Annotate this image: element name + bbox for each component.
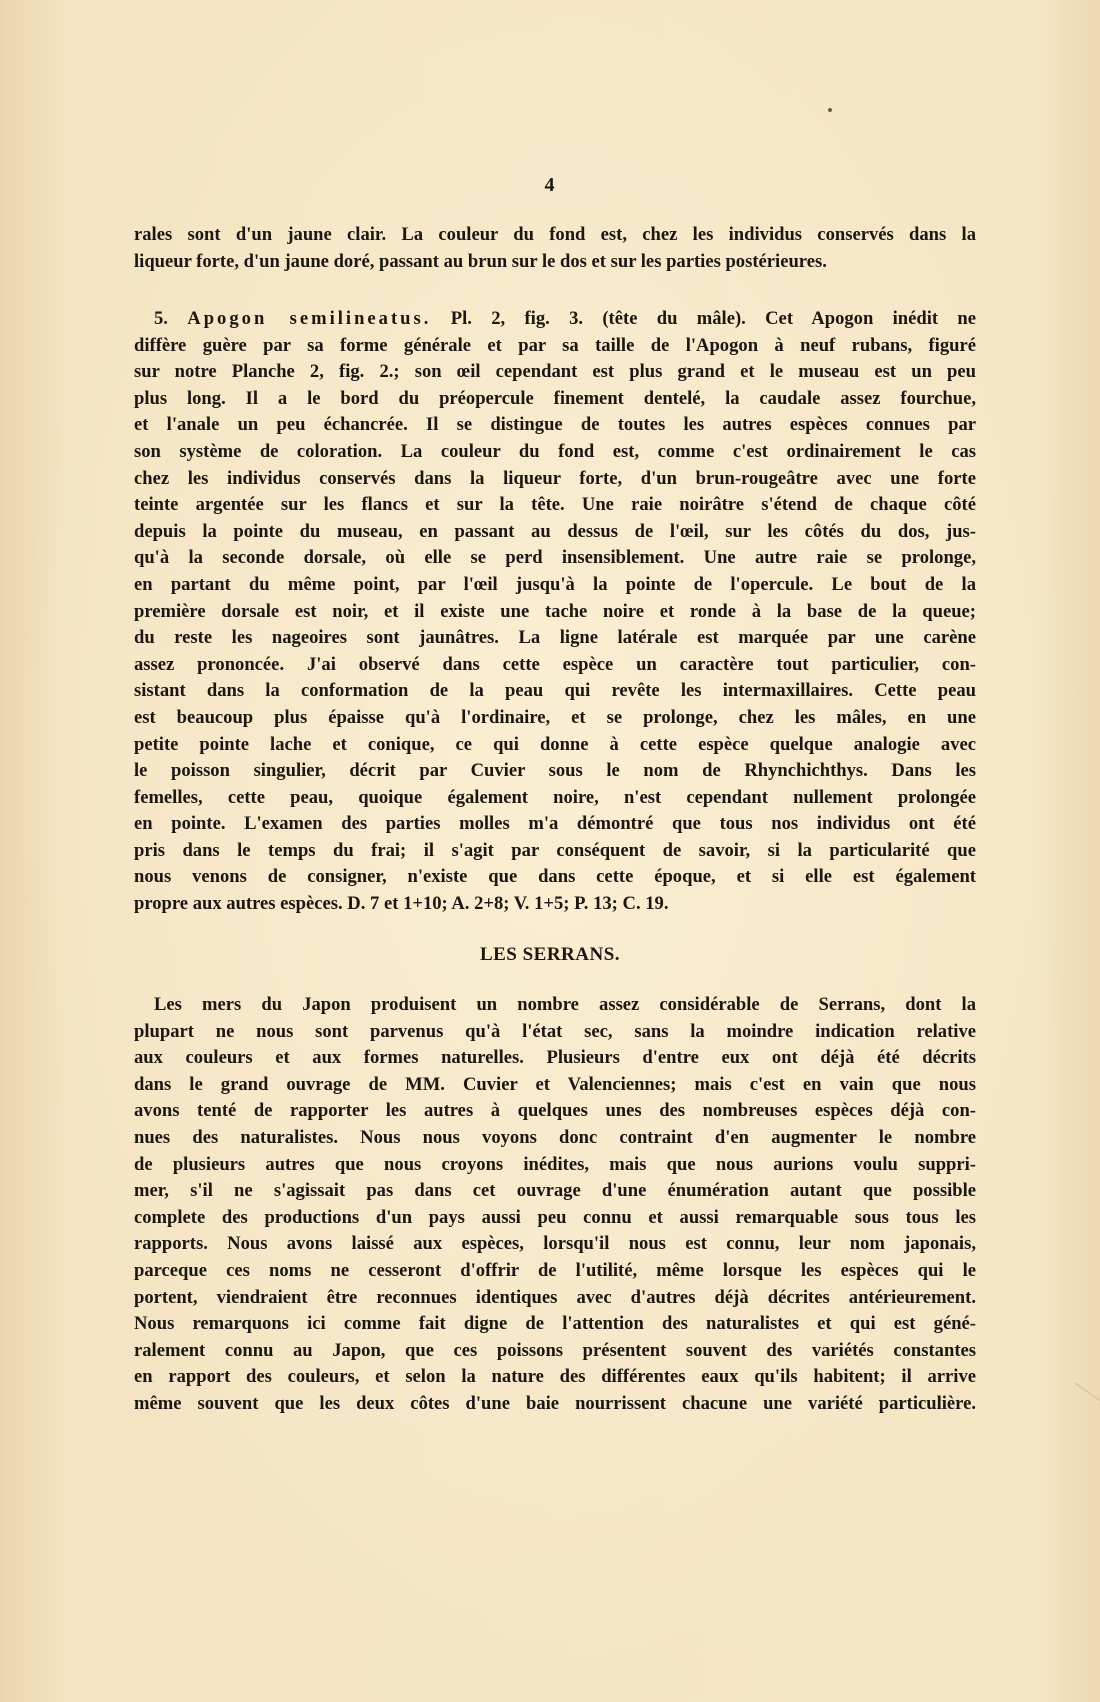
text-line: femelles, cette peau, quoique également noire, n'est cependant nullement prolongée bbox=[134, 786, 976, 808]
text-line: en pointe. L'examen des parties molles m'a démontré que tous nos individus ont été bbox=[134, 813, 976, 835]
species-name: Apogon semilineatus. bbox=[187, 308, 432, 329]
text-line: en rapport des couleurs, et selon la nature des différentes eaux qu'ils habitent; il arrive bbox=[134, 1366, 976, 1388]
text-line: en partant du même point, par l'œil jusqu'à la pointe de l'opercule. Le bout de la bbox=[134, 573, 976, 595]
text-line: son système de coloration. La couleur du fond est, comme c'est ordinairement le cas bbox=[134, 440, 976, 462]
text-line: le poisson singulier, décrit par Cuvier sous le nom de Rhynchichthys. Dans les bbox=[134, 760, 976, 782]
text-line: rales sont d'un jaune clair. La couleur du fond est, chez les individus conservés dans la bbox=[134, 224, 976, 245]
entry-number: 5. bbox=[154, 308, 168, 329]
text-line: sistant dans la conformation de la peau qui revête les intermaxillaires. Cette peau bbox=[134, 680, 976, 702]
text-line: pris dans le temps du frai; il s'agit par conséquent de savoir, si la particularité que bbox=[134, 839, 976, 861]
text-line: ralement connu au Japon, que ces poissons présentent souvent des variétés constantes bbox=[134, 1339, 976, 1361]
text-line: est beaucoup plus épaisse qu'à l'ordinaire, et se prolonge, chez les mâles, en une bbox=[134, 706, 976, 728]
text-line: sur notre Planche 2, fig. 2.; son œil cependant est plus grand et le museau est un peu bbox=[134, 361, 976, 383]
page-number: 4 bbox=[544, 174, 556, 196]
entry-first-line bbox=[134, 306, 976, 333]
text-line: portent, viendraient être reconnues identiques avec d'autres déjà décrites antérieurement. bbox=[134, 1286, 976, 1308]
text-line: nous venons de consigner, n'existe que dans cette époque, et si elle est également bbox=[134, 866, 976, 888]
text-line: teinte argentée sur les flancs et sur la tête. Une raie noirâtre s'étend de chaque côté bbox=[134, 494, 976, 516]
continuation-paragraph bbox=[134, 222, 976, 275]
text-line: dans le grand ouvrage de MM. Cuvier et Valenciennes; mais c'est en vain que nous bbox=[134, 1073, 976, 1095]
text-line: chez les individus conservés dans la liqueur forte, d'un brun-rougeâtre avec une forte bbox=[134, 467, 976, 489]
text-line: même souvent que les deux côtes d'une baie nourrissent chacune une variété particulière. bbox=[134, 1392, 976, 1414]
text-line: assez prononcée. J'ai observé dans cette espèce un caractère tout particulier, con- bbox=[134, 653, 976, 675]
text-line: nues des naturalistes. Nous nous voyons donc contraint d'en augmenter le nombre bbox=[134, 1126, 976, 1148]
apogon-entry-paragraph bbox=[134, 306, 976, 918]
text-line: depuis la pointe du museau, en passant au dessus de l'œil, sur les côtés du dos, jus- bbox=[134, 520, 976, 542]
entry-first-line-rest: Pl. 2, fig. 3. (tête du mâle). Cet Apogon inédit ne bbox=[450, 308, 976, 329]
section-heading: LES SERRANS. bbox=[479, 944, 621, 965]
text-line: propre aux autres espèces. D. 7 et 1+10; A. 2+8; V. 1+5; P. 13; C. 19. bbox=[134, 893, 669, 915]
ink-speck bbox=[828, 108, 832, 112]
text-line: plus long. Il a le bord du préopercule finement dentelé, la caudale assez fourchue, bbox=[134, 387, 976, 409]
text-line: liqueur forte, d'un jaune doré, passant au brun sur le dos et sur les parties postérieures. bbox=[134, 250, 827, 272]
text-line: Les mers du Japon produisent un nombre assez considérable de Serrans, dont la bbox=[154, 994, 976, 1015]
text-line: plupart ne nous sont parvenus qu'à l'état sec, sans la moindre indication relative bbox=[134, 1020, 976, 1042]
serrans-paragraph bbox=[134, 992, 976, 1418]
text-line: et l'anale un peu échancrée. Il se distingue de toutes les autres espèces connues par bbox=[134, 414, 976, 436]
text-line: qu'à la seconde dorsale, où elle se perd insensiblement. Une autre raie se prolonge, bbox=[134, 547, 976, 569]
text-line: de plusieurs autres que nous croyons inédites, mais que nous aurions voulu suppri- bbox=[134, 1153, 976, 1175]
text-line: complete des productions d'un pays aussi peu connu et aussi remarquable sous tous les bbox=[134, 1206, 976, 1228]
text-line: première dorsale est noir, et il existe une tache noire et ronde à la base de la queue; bbox=[134, 600, 976, 622]
text-line: rapports. Nous avons laissé aux espèces, lorsqu'il nous est connu, leur nom japonais, bbox=[134, 1233, 976, 1255]
text-line: aux couleurs et aux formes naturelles. Plusieurs d'entre eux ont déjà été décrits bbox=[134, 1047, 976, 1069]
text-line: Nous remarquons ici comme fait digne de l'attention des naturalistes et qui est géné- bbox=[134, 1313, 976, 1335]
text-line: parceque ces noms ne cesseront d'offrir de l'utilité, même lorsque les espèces qui le bbox=[134, 1259, 976, 1281]
paper-crease bbox=[1040, 1383, 1100, 1450]
text-line: avons tenté de rapporter les autres à quelques unes des nombreuses espèces déjà con- bbox=[134, 1100, 976, 1122]
text-line: diffère guère par sa forme générale et par sa taille de l'Apogon à neuf rubans, figuré bbox=[134, 334, 976, 356]
text-line: du reste les nageoires sont jaunâtres. La ligne latérale est marquée par une carène bbox=[134, 627, 976, 649]
text-line: mer, s'il ne s'agissait pas dans cet ouvrage d'une énumération autant que possible bbox=[134, 1180, 976, 1202]
text-line: petite pointe lache et conique, ce qui donne à cette espèce quelque analogie avec bbox=[134, 733, 976, 755]
